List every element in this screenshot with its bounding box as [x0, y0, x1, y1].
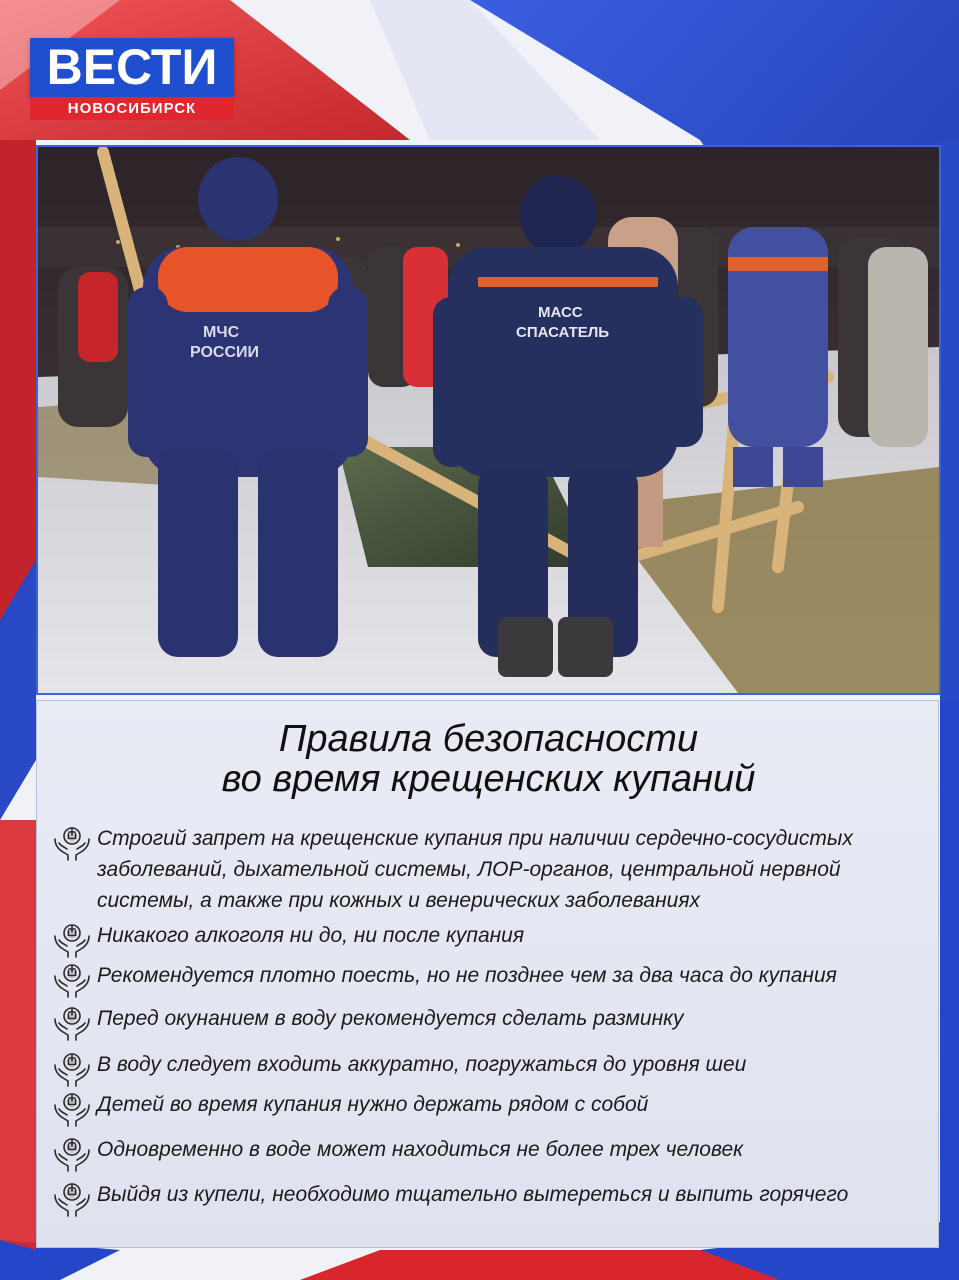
title-line-2: во время крещенских купаний — [221, 758, 756, 800]
rule-text: В воду следует входить аккуратно, погружаться до уровня шеи — [97, 1053, 747, 1076]
logo-city: НОВОСИБИРСК — [30, 97, 234, 120]
rule-text: Строгий запрет на крещенские купания при наличии сердечно-сосудистых заболеваний, дыхательной системы, ЛОР-органов, центральной нервной системы, а также при кожных и венерических заболеваниях — [97, 827, 853, 912]
logo-brand: ВЕСТИ — [30, 38, 234, 97]
rule-text: Выйдя из купели, необходимо тщательно вытереться и выпить горячего — [97, 1183, 849, 1206]
safety-rules-panel — [36, 700, 939, 1248]
rule-text: Никакого алкоголя ни до, ни после купания — [97, 924, 525, 947]
mchs-jacket-label: МЧС — [203, 324, 240, 341]
svg-text:РОССИИ: РОССИИ — [190, 344, 260, 361]
medical-hands-plus-icon — [51, 823, 93, 863]
medical-hands-plus-icon — [51, 920, 93, 960]
photo-illustration — [38, 147, 939, 693]
mass-jacket-label: МАСС — [538, 304, 583, 321]
medical-hands-plus-icon — [51, 1049, 93, 1089]
panel-title — [37, 719, 940, 799]
vesti-novosibirsk-logo — [30, 38, 234, 120]
rule-text: Детей во время купания нужно держать рядом с собой — [97, 1093, 649, 1116]
rule-text: Рекомендуется плотно поесть, но не позднее чем за два часа до купания — [97, 964, 837, 987]
rescuers-photo — [36, 145, 941, 695]
title-line-1: Правила безопасности — [278, 718, 699, 760]
medical-hands-plus-icon — [51, 960, 93, 1000]
medical-hands-plus-icon — [51, 1134, 93, 1174]
medical-hands-plus-icon — [51, 1003, 93, 1043]
svg-text:СПАСАТЕЛЬ: СПАСАТЕЛЬ — [516, 324, 610, 341]
rule-text: Одновременно в воде может находиться не более трех человек — [97, 1138, 744, 1161]
medical-hands-plus-icon — [51, 1089, 93, 1129]
rule-text: Перед окунанием в воду рекомендуется сделать разминку — [97, 1007, 684, 1030]
medical-hands-plus-icon — [51, 1179, 93, 1219]
